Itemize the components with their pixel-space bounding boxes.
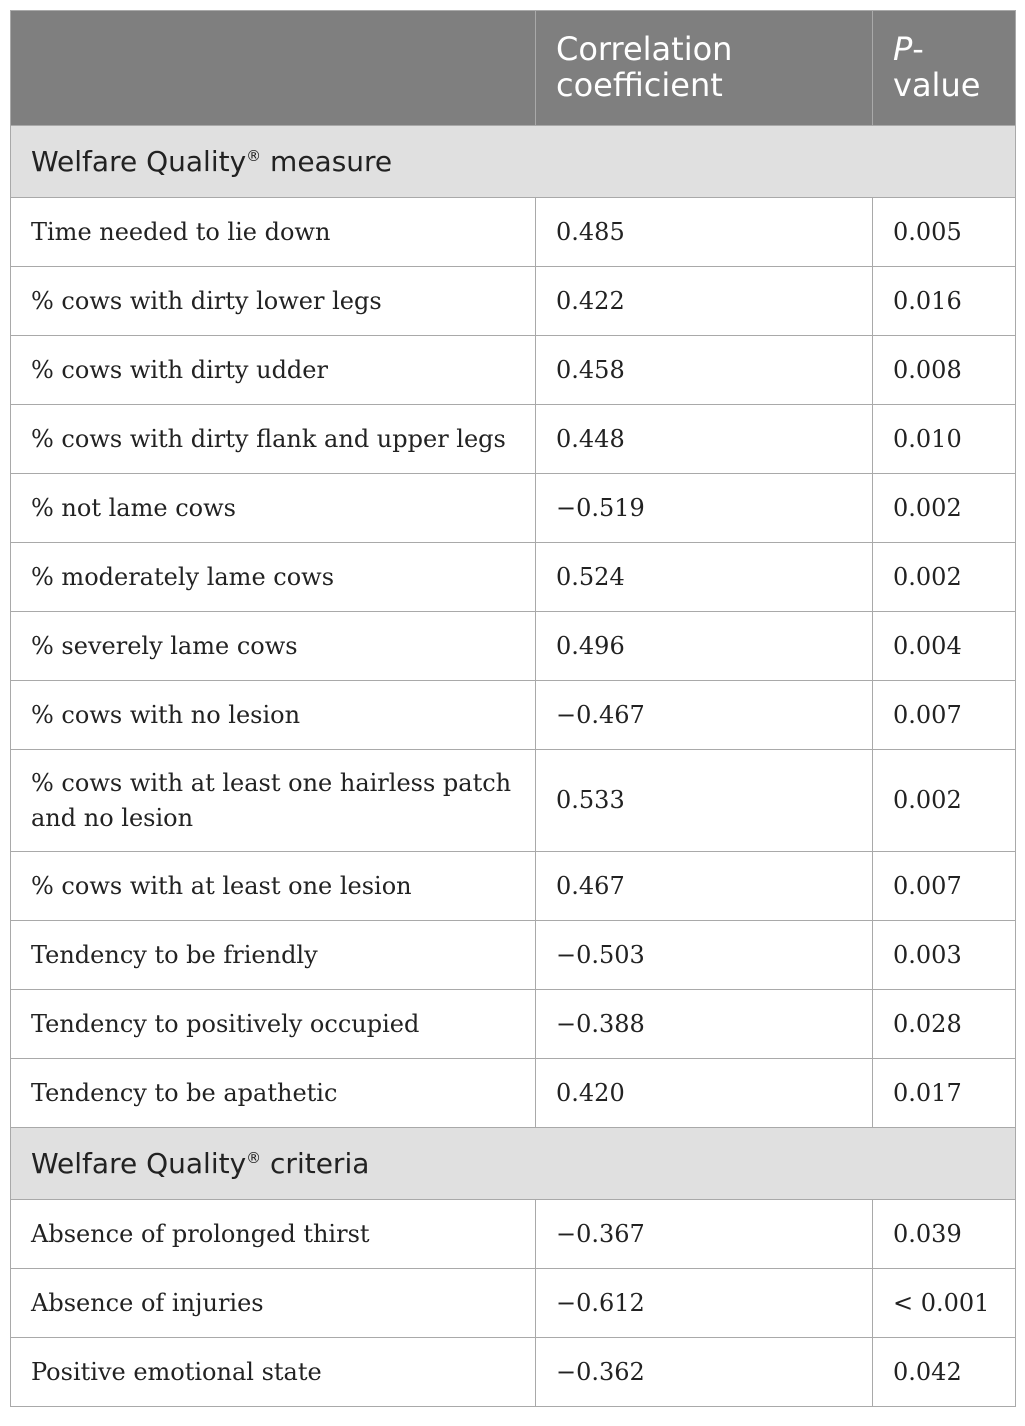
cell-p-value: 0.007 bbox=[873, 852, 1016, 921]
section-title-suffix: measure bbox=[261, 145, 393, 178]
cell-p-value: 0.008 bbox=[873, 336, 1016, 405]
cell-correlation: 0.485 bbox=[536, 198, 873, 267]
cell-p-value: 0.002 bbox=[873, 750, 1016, 852]
registered-mark: ® bbox=[246, 147, 262, 165]
section-title bbox=[11, 1128, 1016, 1200]
cell-measure: Absence of injuries bbox=[11, 1269, 536, 1338]
cell-measure: % cows with dirty lower legs bbox=[11, 267, 536, 336]
cell-p-value: 0.028 bbox=[873, 990, 1016, 1059]
cell-correlation: −0.503 bbox=[536, 921, 873, 990]
table-row bbox=[11, 1059, 1016, 1128]
cell-p-value: 0.007 bbox=[873, 681, 1016, 750]
registered-mark: ® bbox=[246, 1149, 262, 1167]
table-row bbox=[11, 852, 1016, 921]
header-row bbox=[11, 11, 1016, 126]
cell-correlation: −0.362 bbox=[536, 1338, 873, 1407]
table-row bbox=[11, 267, 1016, 336]
cell-measure: % severely lame cows bbox=[11, 612, 536, 681]
table-row bbox=[11, 681, 1016, 750]
cell-correlation: 0.422 bbox=[536, 267, 873, 336]
cell-measure: % cows with at least one lesion bbox=[11, 852, 536, 921]
cell-p-value: 0.004 bbox=[873, 612, 1016, 681]
cell-correlation: −0.467 bbox=[536, 681, 873, 750]
table-row bbox=[11, 990, 1016, 1059]
cell-measure: Tendency to be friendly bbox=[11, 921, 536, 990]
cell-measure: % cows with dirty flank and upper legs bbox=[11, 405, 536, 474]
cell-correlation: −0.388 bbox=[536, 990, 873, 1059]
table-row bbox=[11, 474, 1016, 543]
cell-correlation: 0.533 bbox=[536, 750, 873, 852]
header-p-rest: -value bbox=[893, 30, 981, 104]
header-correlation-coefficient: Correlation coefficient bbox=[536, 11, 873, 126]
table-row bbox=[11, 1200, 1016, 1269]
cell-p-value: < 0.001 bbox=[873, 1269, 1016, 1338]
section-title bbox=[11, 126, 1016, 198]
cell-measure: Tendency to positively occupied bbox=[11, 990, 536, 1059]
table-row bbox=[11, 921, 1016, 990]
cell-p-value: 0.002 bbox=[873, 543, 1016, 612]
cell-p-value: 0.017 bbox=[873, 1059, 1016, 1128]
cell-correlation: 0.458 bbox=[536, 336, 873, 405]
cell-correlation: −0.367 bbox=[536, 1200, 873, 1269]
table-row bbox=[11, 1338, 1016, 1407]
cell-p-value: 0.039 bbox=[873, 1200, 1016, 1269]
cell-p-value: 0.002 bbox=[873, 474, 1016, 543]
table-row bbox=[11, 750, 1016, 852]
cell-measure: Tendency to be apathetic bbox=[11, 1059, 536, 1128]
section-row bbox=[11, 126, 1016, 198]
table-row bbox=[11, 405, 1016, 474]
header-p-italic: P bbox=[893, 30, 913, 69]
cell-measure: Positive emotional state bbox=[11, 1338, 536, 1407]
table-row bbox=[11, 1269, 1016, 1338]
cell-measure: % cows with dirty udder bbox=[11, 336, 536, 405]
section-title-text: Welfare Quality bbox=[31, 145, 247, 178]
cell-measure: % cows with no lesion bbox=[11, 681, 536, 750]
table-row bbox=[11, 336, 1016, 405]
table-row bbox=[11, 198, 1016, 267]
cell-correlation: 0.524 bbox=[536, 543, 873, 612]
correlation-table bbox=[10, 10, 1016, 1407]
table-row bbox=[11, 543, 1016, 612]
cell-measure: Absence of prolonged thirst bbox=[11, 1200, 536, 1269]
cell-correlation: −0.612 bbox=[536, 1269, 873, 1338]
table-row bbox=[11, 612, 1016, 681]
cell-p-value: 0.010 bbox=[873, 405, 1016, 474]
cell-correlation: 0.496 bbox=[536, 612, 873, 681]
section-title-suffix: criteria bbox=[261, 1147, 370, 1180]
cell-correlation: 0.448 bbox=[536, 405, 873, 474]
header-p-value bbox=[873, 11, 1016, 126]
section-title-text: Welfare Quality bbox=[31, 1147, 247, 1180]
cell-p-value: 0.005 bbox=[873, 198, 1016, 267]
cell-correlation: 0.420 bbox=[536, 1059, 873, 1128]
cell-measure: % not lame cows bbox=[11, 474, 536, 543]
cell-p-value: 0.016 bbox=[873, 267, 1016, 336]
cell-correlation: 0.467 bbox=[536, 852, 873, 921]
section-row bbox=[11, 1128, 1016, 1200]
cell-measure: % moderately lame cows bbox=[11, 543, 536, 612]
header-measure bbox=[11, 11, 536, 126]
cell-p-value: 0.003 bbox=[873, 921, 1016, 990]
cell-correlation: −0.519 bbox=[536, 474, 873, 543]
cell-p-value: 0.042 bbox=[873, 1338, 1016, 1407]
table-body bbox=[11, 126, 1016, 1407]
cell-measure: % cows with at least one hairless patch and no lesion bbox=[11, 750, 536, 852]
cell-measure: Time needed to lie down bbox=[11, 198, 536, 267]
